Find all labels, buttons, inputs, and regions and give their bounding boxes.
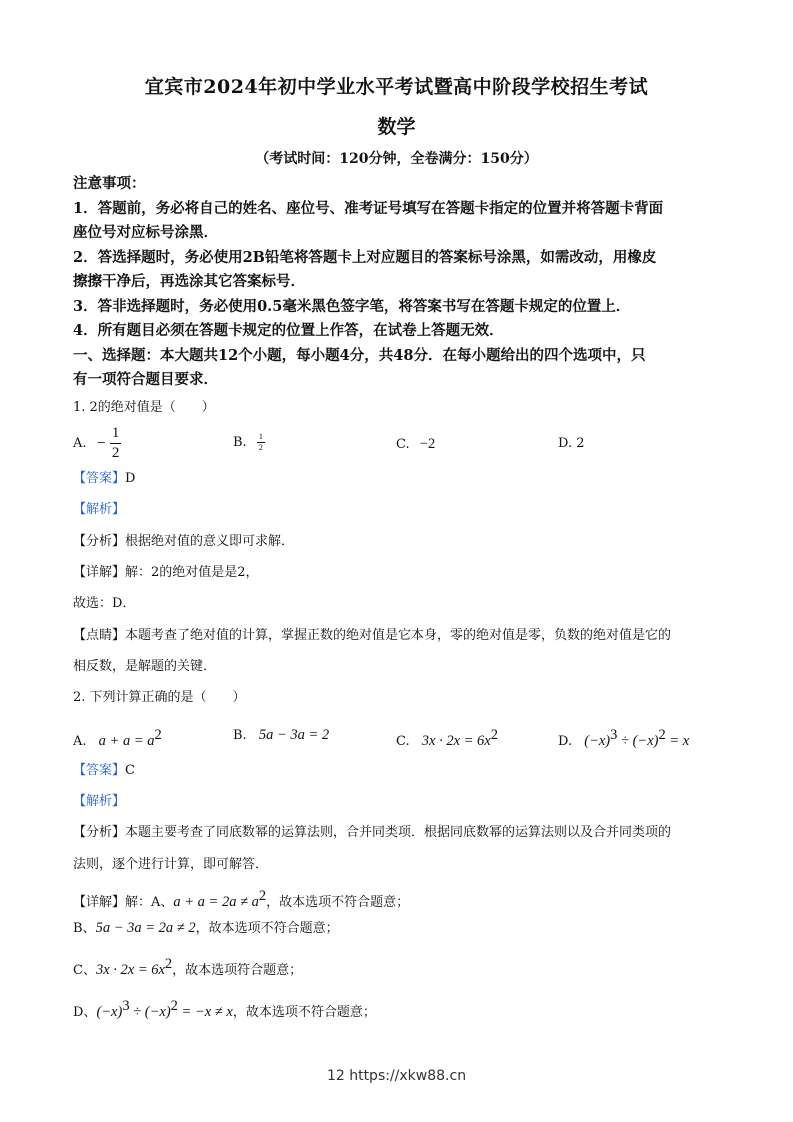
q2-answer: 【答案】C: [73, 763, 135, 778]
subject-title: 数学: [377, 116, 416, 138]
fraction: $\frac{1}{2}$: [111, 425, 120, 461]
fraction: $\frac{1}{2}$: [258, 432, 263, 452]
q1-analysis-tag: 【解析】: [73, 502, 126, 517]
note-line: 2．答选择题时，务必使用2B铅笔将答题卡上对应题目的答案标号涂黑，如需改动，用橡皮: [73, 249, 657, 266]
q2-stem: 2. 下列计算正确的是（ ）: [73, 690, 246, 705]
q2-detail-b: B、5a − 3a = 2a ≠ 2，故本选项不符合题意；: [73, 920, 339, 936]
q1-option-d: D. 2: [558, 436, 585, 451]
note-line: 1．答题前，务必将自己的姓名、座位号、准考证号填写在答题卡指定的位置并将答题卡背面: [73, 200, 664, 217]
q1-answer: 【答案】D: [73, 471, 136, 486]
q1-option-a: A. − $\frac{1}{2}$: [73, 425, 120, 461]
q2-analysis: 【分析】本题主要考查了同底数幂的运算法则，合并同类项．根据同底数幂的运算法则以及合并同类项的: [73, 825, 672, 840]
exam-title: 宜宾市2024年初中学业水平考试暨高中阶段学校招生考试: [144, 76, 649, 98]
q2-option-c: C. $3x \cdot 2x = 6x^2$: [396, 727, 498, 749]
note-line: 4．所有题目必须在答题卡规定的位置上作答，在试卷上答题无效．: [73, 322, 504, 339]
q2-option-d: D. $(-x)^3 \div (-x)^2 = x$: [558, 727, 690, 749]
notes-heading: 注意事项：: [73, 175, 146, 192]
q2-analysis-tag: 【解析】: [73, 794, 126, 809]
note-line: 3．答非选择题时，务必使用0.5毫米黑色签字笔，将答案书写在答题卡规定的位置上．: [73, 298, 631, 315]
q1-option-c: C. −2: [396, 436, 436, 452]
q2-option-b: B. 5a − 3a = 2: [233, 727, 330, 743]
exam-info: （考试时间：120分钟，全卷满分：150分）: [255, 151, 538, 167]
q1-comment-cont: 相反数，是解题的关键．: [73, 659, 217, 674]
q1-comment: 【点睛】本题考查了绝对值的计算，掌握正数的绝对值是它本身，零的绝对值是零，负数的绝对值是它的: [73, 628, 672, 643]
q2-option-a: A. $a + a = a^2$: [73, 727, 162, 749]
q1-option-b: B. $\frac{1}{2}$: [233, 432, 263, 452]
page-footer: 12 https://xkw88.cn: [326, 1068, 467, 1084]
q2-detail-d: D、$(-x)^3 \div (-x)^2 = -x \ne x$，故本选项不符合题意；: [73, 998, 376, 1020]
q2-detail-c: C、$3x \cdot 2x = 6x^2$，故本选项符合题意；: [73, 956, 303, 978]
q1-stem: 1. 2的绝对值是（ ）: [73, 400, 215, 415]
q1-analysis: 【分析】根据绝对值的意义即可求解．: [73, 534, 295, 549]
section-heading: 一、选择题：本大题共12个小题，每小题4分，共48分．在每小题给出的四个选项中，只: [73, 347, 646, 364]
note-line: 擦擦干净后，再选涂其它答案标号．: [73, 273, 305, 290]
q1-conclusion: 故选：D．: [73, 596, 136, 611]
q2-analysis-cont: 法则，逐个进行计算，即可解答．: [73, 857, 269, 872]
note-line: 座位号对应标号涂黑．: [73, 224, 218, 241]
q2-detail-a: 【详解】解：A、$a + a = 2a \ne a^2$，故本选项不符合题意；: [73, 888, 410, 910]
section-heading-cont: 有一项符合题目要求．: [73, 371, 218, 388]
q1-detail: 【详解】解：2的绝对值是是2，: [73, 565, 259, 580]
